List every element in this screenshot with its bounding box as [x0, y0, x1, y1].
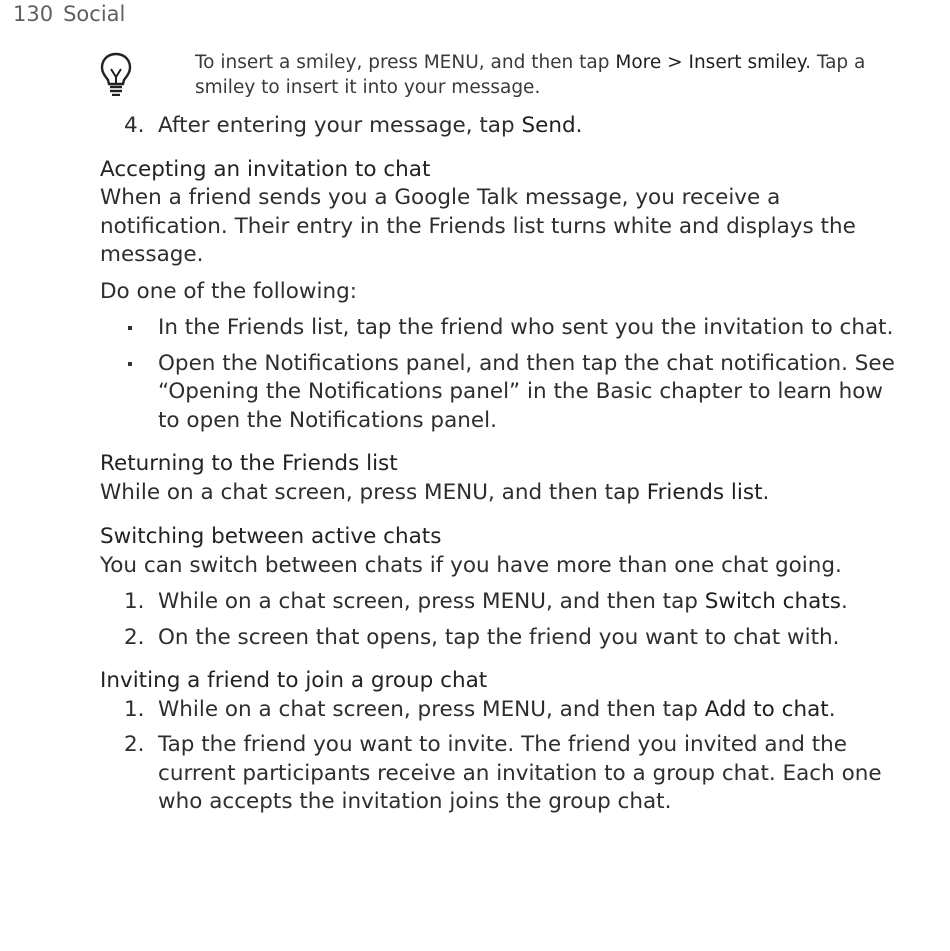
section-name: Social — [63, 2, 126, 26]
heading-returning: Returning to the Friends list — [100, 451, 398, 476]
returning-body — [100, 479, 910, 508]
step-text: While on a chat screen, press MENU, and then tap — [158, 589, 705, 614]
step-number: 2. — [124, 624, 145, 650]
step-end: . — [575, 113, 583, 138]
switching-step-2 — [100, 624, 910, 653]
step-text: Tap the friend you want to invite. The friend you invited and the current participants receive an invitation to a group chat. Each one who accepts the invitation joins the group chat. — [158, 732, 882, 814]
running-header — [13, 0, 125, 28]
step-number: 1. — [124, 589, 145, 614]
returning-end: . — [762, 479, 770, 505]
tip-note — [195, 50, 915, 100]
inviting-step-1 — [100, 696, 910, 725]
switch-chats-label: Switch chats — [704, 589, 841, 614]
lightbulb-icon — [100, 52, 132, 96]
step-4 — [100, 112, 910, 141]
friends-list-label: Friends list — [646, 479, 763, 505]
tip-text-end: . Tap a smiley to insert it into your message. — [195, 52, 866, 98]
tip-text: To insert a smiley, press MENU, and then tap — [195, 52, 616, 73]
step-text: After entering your message, tap — [158, 113, 522, 138]
switching-body: You can switch between chats if you have more than one chat going. — [100, 552, 842, 578]
step-text: While on a chat screen, press MENU, and then tap — [158, 696, 705, 722]
accepting-body: When a friend sends you a Google Talk message, you receive a notification. Their entry in the Friends list turns white and displays the message. — [100, 185, 856, 267]
returning-text: While on a chat screen, press MENU, and then tap — [100, 479, 647, 505]
main-content — [100, 112, 910, 824]
step-end: . — [840, 589, 848, 614]
heading-accepting: Accepting an invitation to chat — [100, 156, 431, 182]
bullet-marker — [128, 362, 132, 366]
bullet-text: Open the Notifications panel, and then tap the chat notification. See “Opening the Notifications panel” in the Basic chapter to learn how to open the Notifications panel. — [158, 350, 895, 433]
step-end: . — [828, 696, 836, 722]
step-number: 1. — [124, 696, 145, 722]
step-text: On the screen that opens, tap the friend you want to chat with. — [158, 624, 840, 650]
bullet-item — [100, 314, 910, 343]
tip-menu-path: More > Insert smiley — [615, 52, 806, 73]
accepting-intro: Do one of the following: — [100, 278, 357, 304]
add-to-chat-label: Add to chat — [704, 696, 829, 722]
step-number: 2. — [124, 732, 145, 757]
send-label: Send — [521, 113, 576, 138]
page-number: 130 — [13, 2, 54, 26]
bullet-item — [100, 350, 910, 436]
heading-switching: Switching between active chats — [100, 524, 442, 549]
inviting-step-2 — [100, 731, 910, 817]
bullet-text: In the Friends list, tap the friend who sent you the invitation to chat. — [158, 315, 894, 340]
step-number: 4. — [124, 113, 145, 138]
bullet-marker — [128, 326, 132, 330]
heading-inviting: Inviting a friend to join a group chat — [100, 668, 488, 693]
switching-step-1 — [100, 588, 910, 617]
